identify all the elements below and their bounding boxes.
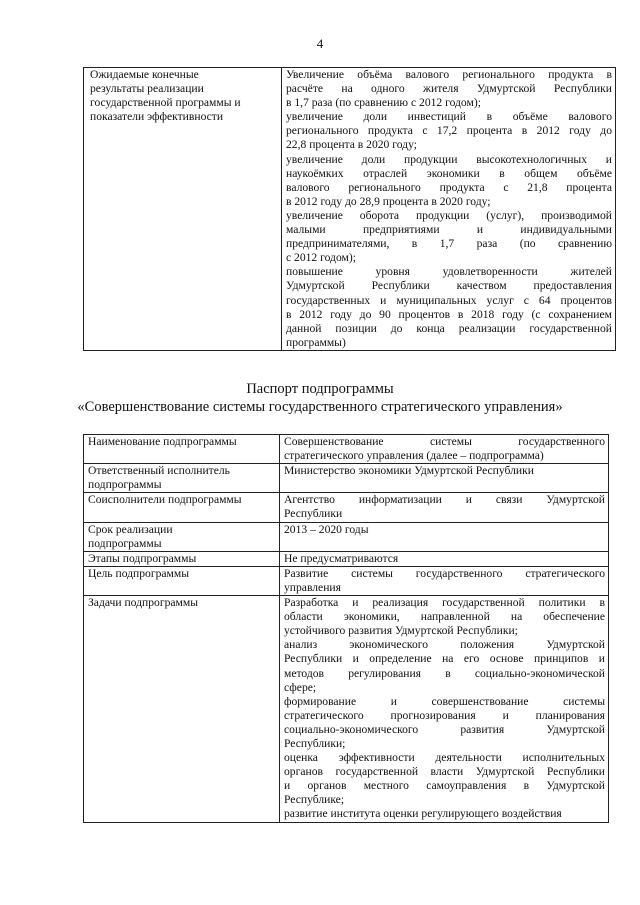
table-row <box>84 551 609 566</box>
table-row <box>84 435 609 464</box>
text-line: оценка эффективности деятельности исполнительных <box>284 751 605 765</box>
text-line: 22,8 процента в 2020 году; <box>286 138 417 152</box>
label-line: Цель подпрограммы <box>88 566 190 580</box>
label-line: подпрограммы <box>88 478 162 492</box>
text-line: Республики; <box>284 736 346 750</box>
text-line: с 2012 годом); <box>286 251 356 265</box>
program-results-table <box>83 67 616 351</box>
row-value <box>280 522 609 551</box>
text-line: области экономики, направленной на обеспечение <box>284 610 605 624</box>
label-line: показатели эффективности <box>90 110 224 124</box>
text-line: органов государственной власти Удмуртской Республики <box>284 765 605 779</box>
text-line: Не предусматриваются <box>284 551 399 565</box>
text-line: формирование и совершенствование системы <box>284 694 605 708</box>
row-label <box>84 566 280 595</box>
table-row <box>84 522 609 551</box>
text-line: методов регулирования в социально-экономической <box>284 666 605 680</box>
text-line: увеличение доли инвестиций в объёме валового <box>286 110 612 124</box>
label-line: результаты реализации <box>90 82 204 96</box>
text-line: анализ экономического положения Удмуртской <box>284 638 605 652</box>
table-row <box>84 596 609 823</box>
text-line: малыми предприятиями и индивидуальными <box>286 223 612 237</box>
label-line: Срок реализации <box>88 522 173 536</box>
text-line: предпринимателями, в 1,7 раза (по сравнению <box>286 237 612 251</box>
text-line: наукоёмких отраслей экономики в общем объёме <box>286 166 612 180</box>
text-line: устойчивого развития Удмуртской Республики; <box>284 624 518 638</box>
text-line: стратегического управления (далее – подпрограмма) <box>284 449 544 463</box>
text-line: Увеличение объёма валового регионального продукта в <box>286 68 612 81</box>
table-row <box>84 493 609 522</box>
page-number: 4 <box>316 36 324 51</box>
text-line: повышение уровня удовлетворенности жителей <box>286 265 612 279</box>
label-line: Этапы подпрограммы <box>88 551 197 565</box>
passport-title: Паспорт подпрограммы <box>246 381 394 397</box>
text-line: Агентство информатизации и связи Удмуртской <box>284 493 605 507</box>
row-label <box>84 493 280 522</box>
label-line: подпрограммы <box>88 536 162 550</box>
text-line: и органов местного самоуправления в Удмуртской <box>284 779 605 793</box>
row-label <box>84 522 280 551</box>
row-label <box>84 464 280 493</box>
text-line: Удмуртской Республики качеством предоставления <box>286 279 612 293</box>
label-line: Соисполнители подпрограммы <box>88 493 242 507</box>
text-line: Разработка и реализация государственной политики в <box>284 596 605 610</box>
text-line: Республики <box>284 507 343 521</box>
row-value <box>282 68 616 351</box>
text-line: валового регионального продукта с 21,8 процента <box>286 180 612 194</box>
text-line: социально-экономического развития Удмуртской <box>284 722 605 736</box>
table-row <box>84 566 609 595</box>
row-label <box>84 435 280 464</box>
text-line: стратегического прогнозирования и планирования <box>284 708 605 722</box>
subprogram-passport-table <box>83 434 609 823</box>
subprogram-passport-heading <box>0 380 640 416</box>
text-line: Развитие системы государственного стратегического <box>284 566 605 580</box>
text-line: регионального продукта с 17,2 процента в 2012 году до <box>286 124 612 138</box>
label-line: государственной программы и <box>90 96 241 110</box>
row-label <box>84 68 282 351</box>
text-line: в 1,7 раза (по сравнению с 2012 годом); <box>286 96 481 110</box>
row-label <box>84 596 280 823</box>
text-line: развитие института оценки регулирующего воздействия <box>284 807 562 821</box>
text-line: Министерство экономики Удмуртской Республики <box>284 464 534 478</box>
label-line: Задачи подпрограммы <box>88 596 198 610</box>
text-line: увеличение доли продукции высокотехнологичных и <box>286 152 612 166</box>
passport-subtitle: «Совершенствование системы государственного стратегического управления» <box>77 399 563 415</box>
row-value <box>280 596 609 823</box>
text-line: сфере; <box>284 680 317 694</box>
label-line: Наименование подпрограммы <box>88 435 237 448</box>
text-line: программы) <box>286 335 346 349</box>
text-line: Республике; <box>284 793 345 807</box>
label-line: Ответственный исполнитель <box>88 464 230 478</box>
row-value <box>280 551 609 566</box>
label-line: Ожидаемые конечные <box>90 68 199 81</box>
text-line: в 2012 году до 28,9 процента в 2020 году; <box>286 194 491 208</box>
text-line: увеличение оборота продукции (услуг), производимой <box>286 208 612 222</box>
row-label <box>84 551 280 566</box>
text-line: Совершенствование системы государственного <box>284 435 605 448</box>
table-row <box>84 464 609 493</box>
text-line: Республики и определение на его основе принципов и <box>284 652 605 666</box>
row-value <box>280 464 609 493</box>
row-value <box>280 493 609 522</box>
text-line: управления <box>284 580 341 594</box>
text-line: 2013 – 2020 годы <box>284 522 369 536</box>
text-line: в 2012 году до 90 процентов в 2018 году (с сохранением <box>286 307 612 321</box>
text-line: государственных и муниципальных услуг с 64 процентов <box>286 293 612 307</box>
row-value <box>280 566 609 595</box>
row-value <box>280 435 609 464</box>
text-line: данной позиции до конца реализации государственной <box>286 321 612 335</box>
text-line: расчёте на одного жителя Удмуртской Республики <box>286 82 612 96</box>
table-row <box>84 68 616 351</box>
